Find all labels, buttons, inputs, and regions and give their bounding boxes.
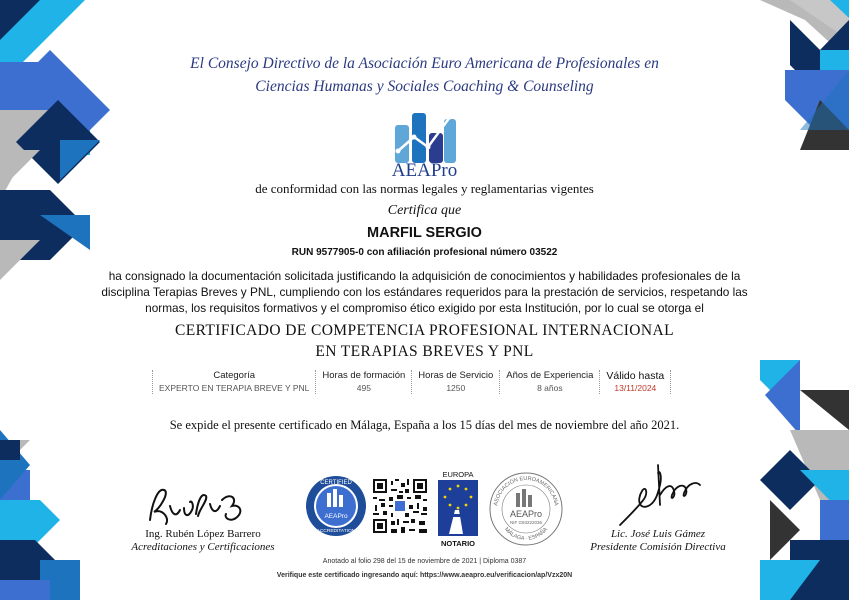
- council-heading: [0, 52, 849, 98]
- certified-seal-bottom: ACCREDITATION: [316, 529, 356, 534]
- body-line-3: normas, los requisitos formativos y el compromiso ético exigido por esta Institución, por lo cual se otorga el: [145, 301, 704, 315]
- heading-line-2: Ciencias Humanas y Sociales Coaching & Counseling: [255, 78, 594, 95]
- certified-accreditation-seal: [305, 475, 367, 537]
- horas-formacion-cell: [316, 370, 412, 394]
- valido-hasta-cell: [600, 370, 671, 394]
- round-seal-top-text: ASOCIACIÓN EUROAMERICANA: [493, 475, 559, 507]
- svg-text:MÁLAGA · ESPAÑA: [503, 527, 549, 543]
- seals-row: [305, 465, 565, 555]
- right-signature-image: [600, 455, 720, 535]
- verification-prefix: Verifique este certificado ingresando aquí:: [276, 572, 420, 579]
- issue-statement: Se expide el presente certificado en Málaga, España a los 15 días del mes de noviembre del año 2021.: [169, 418, 680, 432]
- bar-chart-icon: [390, 105, 460, 165]
- anos-experiencia-cell: [500, 370, 600, 394]
- horas-servicio-label: Horas de Servicio: [418, 370, 494, 381]
- certificate-body: [70, 268, 779, 316]
- verification-line: [0, 572, 849, 579]
- body-line-2: disciplina Terapias Breves y PNL, cumpliendo con los estándares requeridos para la prestación de servicios, respetando las: [101, 285, 748, 299]
- certifica-text: Certifica que: [387, 203, 462, 218]
- anos-experiencia-label: Años de Experiencia: [506, 370, 594, 381]
- logo-text: AEAPro: [391, 160, 458, 181]
- round-seal-bottom-text: MÁLAGA · ESPAÑA: [502, 526, 550, 543]
- certificate-title: [0, 320, 849, 362]
- categoria-cell: [153, 370, 316, 394]
- round-seal-nif: NIF G93222036: [509, 520, 543, 525]
- horas-formacion-value: 495: [356, 383, 371, 393]
- valido-hasta-value: 13/11/2024: [614, 383, 657, 393]
- round-seal-brand: AEAPro: [509, 509, 543, 519]
- conformidad-text: de conformidad con las normas legales y reglamentarias vigentes: [255, 181, 594, 196]
- right-signer-name: Lic. José Luis Gámez: [610, 528, 706, 540]
- certified-seal-brand: AEAPro: [324, 513, 348, 520]
- left-signature-image: [140, 478, 270, 533]
- categoria-value: EXPERTO EN TERAPIA BREVE Y PNL: [159, 383, 310, 393]
- verification-link[interactable]: https://www.aeapro.eu/verificacion/ap/Vzx20N: [419, 572, 573, 579]
- left-signature: [108, 528, 298, 554]
- right-signature: [563, 528, 753, 554]
- recipient-name: MARFIL SERGIO: [367, 225, 482, 241]
- certified-seal-top: CERTIFIED: [320, 480, 352, 486]
- annotation-line: Anotado al folio 298 del 15 de noviembre de 2021 | Diploma 0387: [322, 558, 527, 565]
- categoria-label: Categoría: [213, 370, 256, 381]
- association-round-stamp: [487, 467, 565, 549]
- europa-label: EUROPA: [442, 470, 474, 479]
- notario-label: NOTARIO: [440, 539, 476, 548]
- left-signer-name: Ing. Rubén López Barrero: [145, 528, 261, 540]
- horas-servicio-cell: [412, 370, 500, 394]
- valido-hasta-label: Válido hasta: [606, 370, 665, 382]
- certificate-title-line-1: CERTIFICADO DE COMPETENCIA PROFESIONAL INTERNACIONAL: [175, 322, 674, 339]
- anos-experiencia-value: 8 años: [537, 383, 563, 393]
- left-signer-role: Acreditaciones y Certificaciones: [131, 541, 275, 553]
- details-table: [152, 370, 671, 394]
- recipient-run: RUN 9577905-0 con afiliación profesional número 03522: [291, 247, 558, 258]
- certificate-title-line-2: EN TERAPIAS BREVES Y PNL: [315, 343, 534, 360]
- horas-servicio-value: 1250: [446, 383, 466, 393]
- europa-notario-seal: [435, 470, 481, 552]
- verification-qr-code[interactable]: [371, 477, 429, 535]
- horas-formacion-label: Horas de formación: [322, 370, 406, 381]
- right-signer-role: Presidente Comisión Directiva: [590, 541, 726, 553]
- body-line-1: ha consignado la documentación solicitada justificando la adquisición de conocimientos y habilidades profesionales de la: [108, 269, 741, 283]
- heading-line-1: El Consejo Directivo de la Asociación Euro Americana de Profesionales en: [190, 55, 659, 72]
